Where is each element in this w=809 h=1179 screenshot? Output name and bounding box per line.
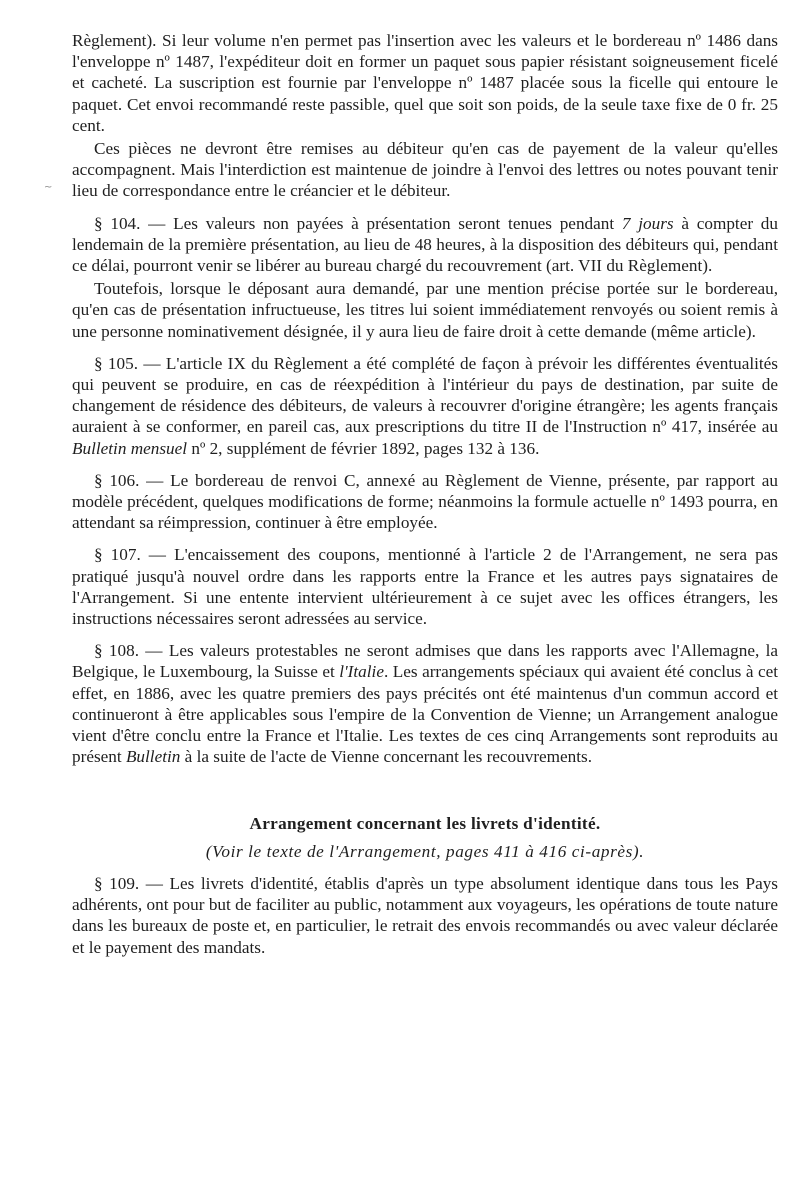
document-page xyxy=(72,30,778,958)
section-108-text-a: § 108. — Les valeurs protestables ne seront admises que dans les rapports avec l'Allemagne, la Belgique, le Luxembourg, la Suisse et xyxy=(72,641,778,682)
paragraph-remise-pieces: Ces pièces ne devront être remises au débiteur qu'en cas de payement de la valeur qu'elles accompagnent. Mais l'interdiction est maintenue de joindre à l'envoi des lettres ou notes pouvant tenir lieu de correspondance entre le créancier et le débiteur. xyxy=(72,139,778,201)
section-108-emphasis-italie: l'Italie xyxy=(339,662,384,682)
section-108 xyxy=(72,640,778,767)
section-104 xyxy=(72,213,778,277)
section-heading: Arrangement concernant les livrets d'identité. xyxy=(249,813,601,833)
section-104-text-a: § 104. — Les valeurs non payées à présentation seront tenues pendant xyxy=(94,213,622,233)
section-105-emphasis: Bulletin mensuel xyxy=(72,438,188,458)
margin-mark: ~ xyxy=(44,182,53,193)
section-108-emphasis-bulletin: Bulletin xyxy=(125,747,181,767)
paragraph-continuation: Règlement). Si leur volume n'en permet pas l'insertion avec les valeurs et le bordereau nº 1486 dans l'enveloppe nº 1487, l'expéditeur doit en former un paquet sous papier résistant soigneusement ficelé et cacheté. La suscription est fournie par l'enveloppe nº 1487 placée sous la ficelle qui entoure le paquet. Cet envoi recommandé reste passible, quel que soit son poids, de la seule taxe fixe de 0 fr. 25 cent. xyxy=(72,31,778,135)
section-105 xyxy=(72,353,778,459)
section-105-text-a: § 105. — L'article IX du Règlement a été complété de façon à prévoir les différentes éventualités qui peuvent se produire, en cas de réexpédition à l'intérieur du pays de destination, par suite de changement de résidence des débiteurs, de valeurs à recouvrer d'origine étrangère; les agents français auraient à se conformer, en pareil cas, aux prescriptions du titre II de l'Instruction nº 417, insérée au xyxy=(72,353,778,437)
section-104-continuation: Toutefois, lorsque le déposant aura demandé, par une mention précise portée sur le bordereau, qu'en cas de présentation infructueuse, les titres lui soient immédiatement renvoyés ou soient remis à une personne nominativement désignée, il y aura lieu de faire droit à cette demande (même article). xyxy=(72,279,778,341)
section-104-emphasis: 7 jours xyxy=(621,213,674,233)
section-108-text-c: à la suite de l'acte de Vienne concernant les recouvrements. xyxy=(180,747,593,767)
section-subheading: (Voir le texte de l'Arrangement, pages 411 à 416 ci-après). xyxy=(205,841,645,861)
section-109: § 109. — Les livrets d'identité, établis d'après un type absolument identique dans tous les Pays adhérents, ont pour but de faciliter au public, notamment aux voyageurs, les opérations de toute nature dans les bureaux de poste et, en particulier, le retrait des envois recommandés ou avec valeur déclarée et le payement des mandats. xyxy=(72,873,778,957)
section-104-text-b: à compter du lendemain de la première présentation, au lieu de 48 heures, à la disposition des débiteurs qui, pendant ce délai, pourront venir se libérer au bureau chargé du recouvrement (art. VII du Règlement). xyxy=(72,213,778,276)
section-106: § 106. — Le bordereau de renvoi C, annexé au Règlement de Vienne, présente, par rapport au modèle précédent, quelques modifications de forme; néanmoins la formule actuelle nº 1493 pourra, en attendant sa réimpression, continuer à être employée. xyxy=(72,470,778,533)
section-105-text-b: nº 2, supplément de février 1892, pages 132 à 136. xyxy=(187,438,540,458)
section-107: § 107. — L'encaissement des coupons, mentionné à l'article 2 de l'Arrangement, ne sera pas pratiqué jusqu'à nouvel ordre dans les rapports entre la France et les autres pays signataires de l'Arrangement. Si une entente intervient ultérieurement à ce sujet avec les offices étrangers, les instructions nécessaires seront adressées au service. xyxy=(72,545,778,629)
section-108-text-b: . Les arrangements spéciaux qui avaient été conclus à cet effet, en 1886, avec les quatre premiers des pays précités ont été maintenus d'un commun accord et continueront à être applicables sous l'empire de la Convention de Vienne; un Arrangement analogue vient d'être conclu entre la France et l'Italie. Les textes de ces cinq Arrangements sont reproduits au présent xyxy=(72,662,779,767)
